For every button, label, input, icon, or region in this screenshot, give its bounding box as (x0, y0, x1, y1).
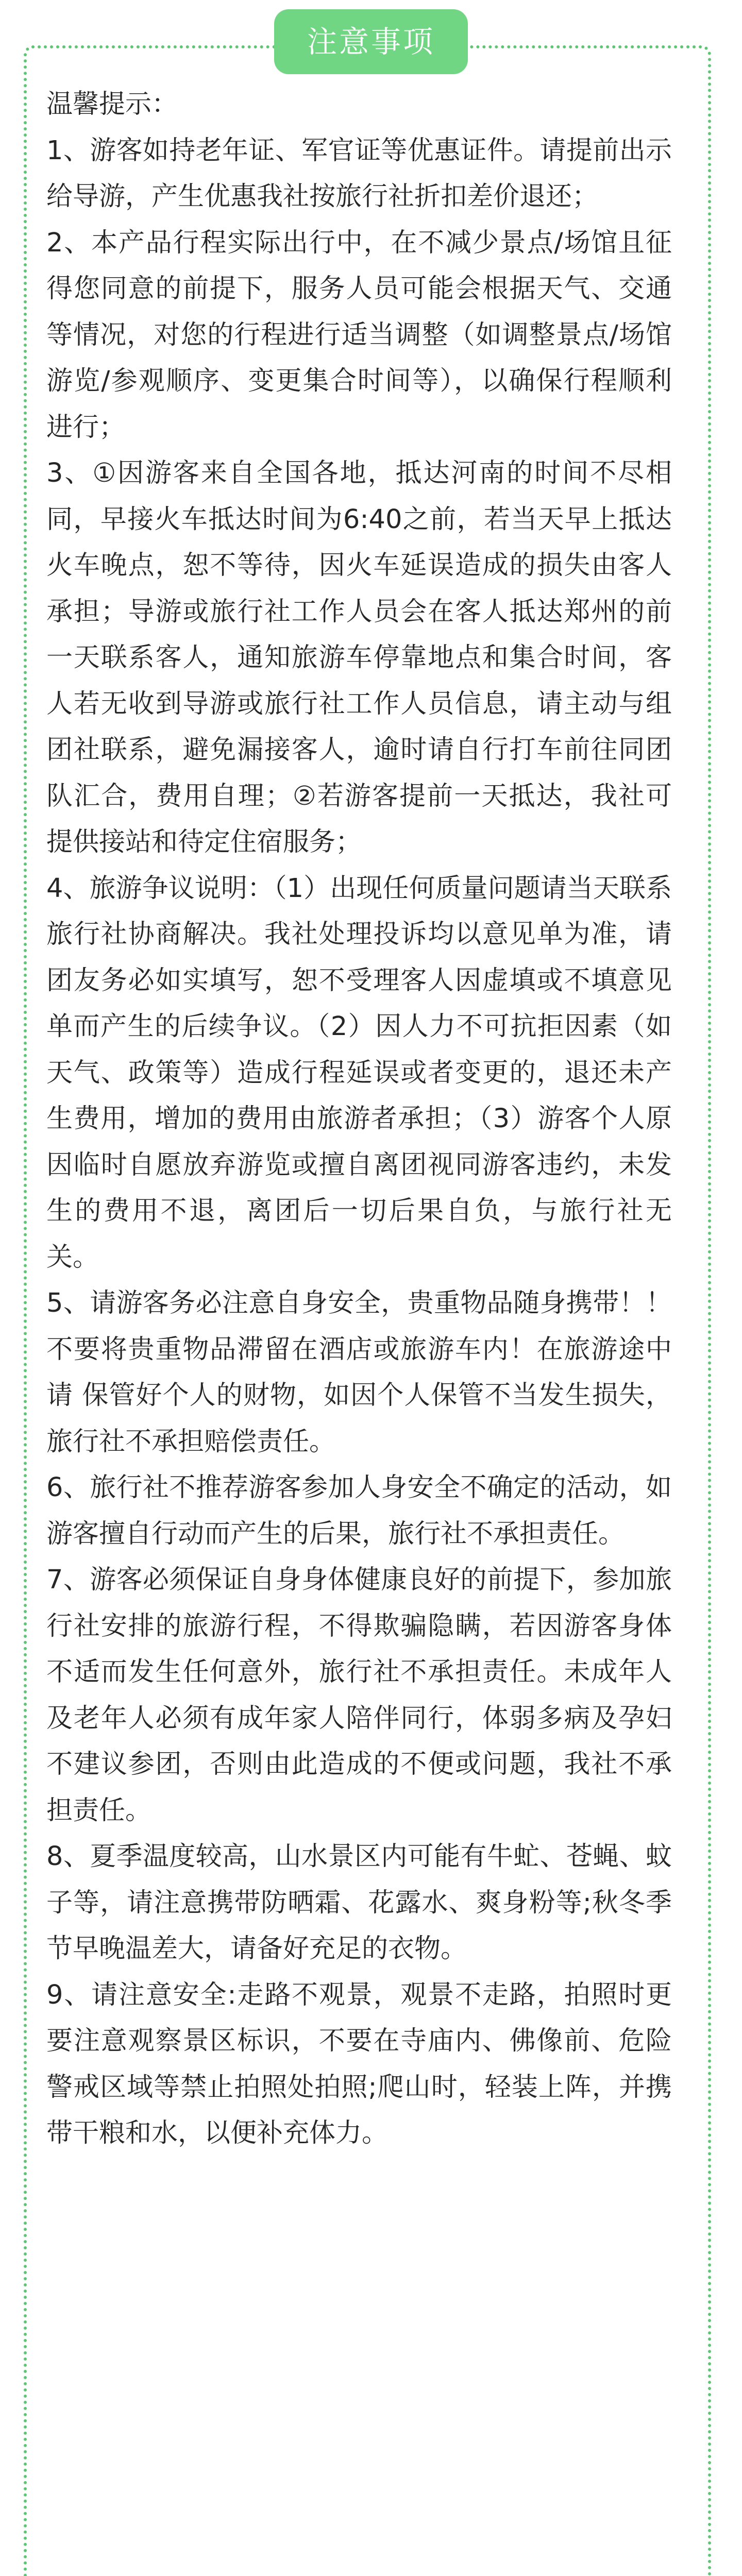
notice-item-5: 5、请游客务必注意自身安全，贵重物品随身携带！！不要将贵重物品滞留在酒店或旅游车内！在旅游途中请 保管好个人的财物，如因个人保管不当发生损失，旅行社不承担赔偿责任。 (46, 1288, 672, 1457)
notice-item-8: 8、夏季温度较高，山水景区内可能有牛虻、苍蝇、蚊子等，请注意携带防晒霜、花露水、爽身粉等;秋冬季节早晚温差大，请备好充足的衣物。 (46, 1841, 672, 1964)
notice-item-6: 6、旅行社不推荐游客参加人身安全不确定的活动，如游客擅自行动而产生的后果，旅行社不承担责任。 (46, 1472, 672, 1549)
notice-item-4: 4、旅游争议说明：（1）出现任何质量问题请当天联系旅行社协商解决。我社处理投诉均以意见单为准，请团友务必如实填写，恕不受理客人因虚填或不填意见单而产生的后续争议。（2）因人力不可抗拒因素（如天气、政策等）造成行程延误或者变更的，退还未产生费用，增加的费用由旅游者承担；（3）游客个人原因临时自愿放弃游览或擅自离团视同游客违约，未发生的费用不退，离团后一切后果自负，与旅行社无关。 (46, 873, 672, 1273)
notice-title-badge: 注意事项 (274, 9, 468, 74)
notice-body (46, 81, 672, 2157)
notice-item-9: 9、请注意安全:走路不观景，观景不走路，拍照时更要注意观察景区标识，不要在寺庙内、佛像前、危险警戒区域等禁止拍照处拍照;爬山时，轻装上阵，并携带干粮和水，以便补充体力。 (46, 1979, 672, 2148)
notice-item-3: 3、①因游客来自全国各地，抵达河南的时间不尽相同，早接火车抵达时间为6:40之前，若当天早上抵达火车晚点，恕不等待，因火车延误造成的损失由客人承担；导游或旅行社工作人员会在客人抵达郑州的前一天联系客人，通知旅游车停靠地点和集合时间，客人若无收到导游或旅行社工作人员信息，请主动与组团社联系，避免漏接客人，逾时请自行打车前往同团队汇合，费用自理；②若游客提前一天抵达，我社可提供接站和待定住宿服务； (46, 458, 672, 857)
notice-item-1: 1、游客如持老年证、军官证等优惠证件。请提前出示给导游，产生优惠我社按旅行社折扣差价退还； (46, 135, 672, 212)
notice-item-2: 2、本产品行程实际出行中，在不减少景点/场馆且征得您同意的前提下，服务人员可能会根据天气、交通等情况，对您的行程进行适当调整（如调整景点/场馆游览/参观顺序、变更集合时间等），以确保行程顺利进行； (46, 227, 672, 443)
notice-item-7: 7、游客必须保证自身身体健康良好的前提下，参加旅行社安排的旅游行程，不得欺骗隐瞒，若因游客身体 不适而发生任何意外，旅行社不承担责任。未成年人及老年人必须有成年家人陪伴同行，体弱多病及孕妇不建议参团，否则由此造成的不便或问题，我社不承担责任。 (46, 1565, 672, 1826)
notice-intro: 温馨提示： (46, 89, 178, 120)
